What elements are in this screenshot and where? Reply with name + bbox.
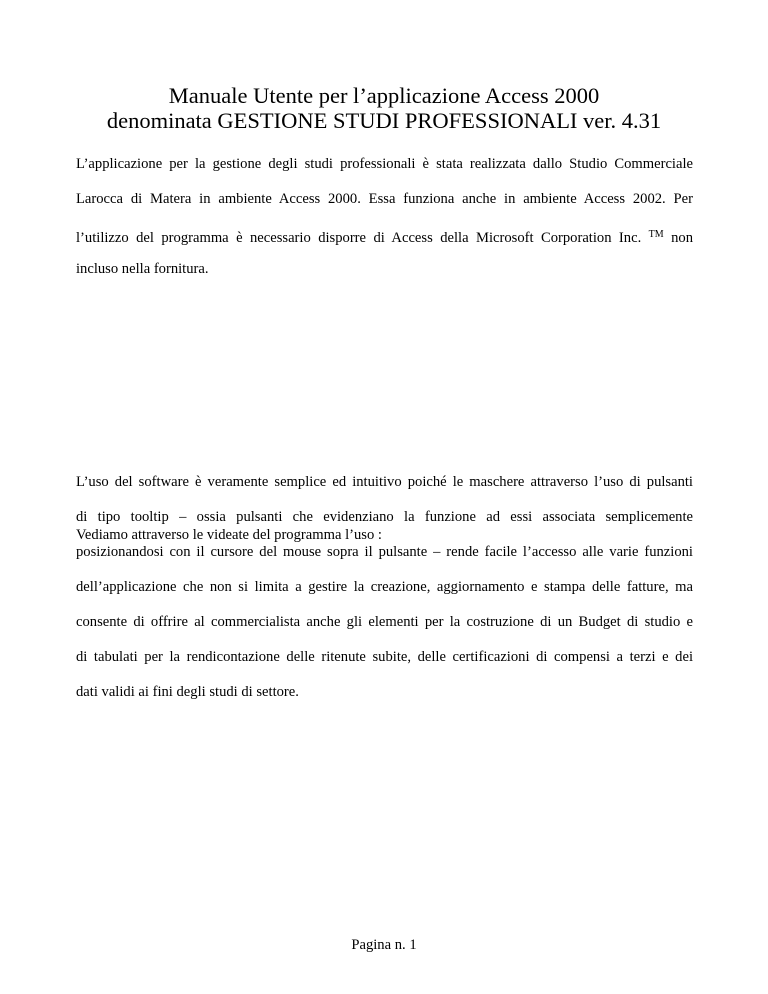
paragraph-line-trademark (76, 217, 693, 252)
paragraph-line: dati validi ai fini degli studi di settore. (76, 684, 299, 700)
title-line-1: Manuale Utente per l’applicazione Access 2000 (168, 83, 600, 108)
intro-paragraph (76, 147, 693, 287)
screens-intro-paragraph (76, 518, 693, 553)
paragraph-line: di tabulati per la rendicontazione delle ritenute subite, delle certificazioni di compensi a terzi e dei (76, 649, 693, 665)
paragraph-line: incluso nella fornitura. (76, 261, 209, 277)
paragraph-line: Larocca di Matera in ambiente Access 2000. Essa funziona anche in ambiente Access 2002. Per (76, 191, 693, 207)
paragraph-line: L’applicazione per la gestione degli studi professionali è stata realizzata dallo Studio Commerciale (76, 156, 693, 172)
page-number-footer: Pagina n. 1 (351, 937, 417, 953)
paragraph-line: L’uso del software è veramente semplice ed intuitivo poiché le maschere attraverso l’uso di pulsanti (76, 474, 693, 490)
paragraph-line: posizionandosi con il cursore del mouse sopra il pulsante – rende facile l’accesso alle varie funzioni (76, 544, 693, 560)
usage-paragraph (76, 465, 693, 710)
paragraph-line: di tipo tooltip – ossia pulsanti che evidenziano la funzione ad essi associata semplicemente (76, 509, 693, 525)
paragraph-line: consente di offrire al commercialista anche gli elementi per la costruzione di un Budget di studio e (76, 614, 693, 630)
trademark-symbol: TM (648, 229, 664, 240)
document-title (0, 83, 768, 133)
title-line-2: denominata GESTIONE STUDI PROFESSIONALI ver. 4.31 (106, 108, 662, 133)
paragraph-line: dell’applicazione che non si limita a gestire la creazione, aggiornamento e stampa delle fatture, ma (76, 579, 693, 595)
paragraph-line: Vediamo attraverso le videate del programma l’uso : (76, 527, 382, 543)
paragraph-line-text: l’utilizzo del programma è necessario disporre di Access della Microsoft Corporation Inc. (76, 230, 642, 246)
paragraph-line-end: non (671, 230, 693, 246)
